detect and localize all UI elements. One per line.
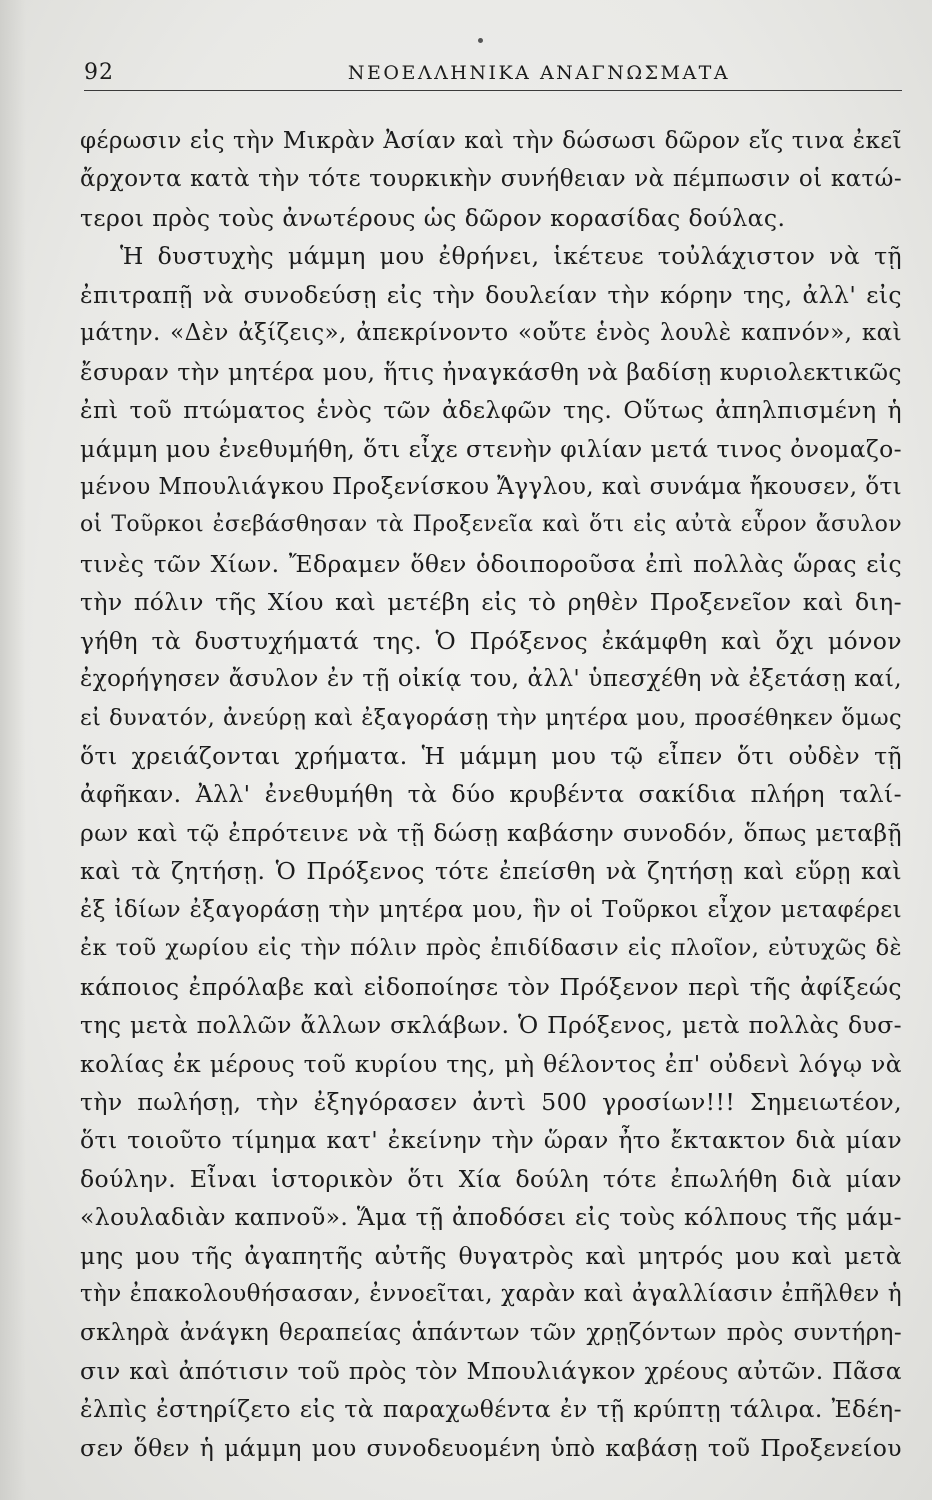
text-line: ἐπὶ τοῦ πτώματος ἑνὸς τῶν ἀδελφῶν της. Οὕτως ἀπηλπισμένη ἡ — [80, 396, 902, 425]
text-line: ἔσυραν τὴν μητέρα μου, ἥτις ἠναγκάσθη νὰ βαδίσῃ κυριολεκτικῶς — [80, 357, 902, 386]
running-header — [84, 58, 902, 91]
text-line: φέρωσιν εἰς τὴν Μικρὰν Ἀσίαν καὶ τὴν δώσωσι δῶρον εἴς τινα ἐκεῖ — [80, 128, 902, 154]
text-line: τὴν πόλιν τῆς Χίου καὶ μετέβη εἰς τὸ ρηθὲν Προξενεῖον καὶ διη- — [80, 588, 902, 617]
text-line: σεν ὅθεν ἡ μάμμη μου συνοδευομένη ὑπὸ καβάσῃ τοῦ Προξενείου — [80, 1433, 902, 1462]
text-line: τὴν πωλήσῃ, τὴν ἐξηγόρασεν ἀντὶ 500 γροσίων!!! Σημειωτέον, — [80, 1087, 902, 1116]
text-line: καὶ τὰ ζητήσῃ. Ὁ Πρόξενος τότε ἐπείσθη νὰ ζητήσῃ καὶ εὕρῃ καὶ — [80, 857, 902, 886]
text-line: ὅτι τοιοῦτο τίμημα κατ' ἐκείνην τὴν ὥραν ἦτο ἔκτακτον διὰ μίαν — [80, 1126, 902, 1155]
print-speck — [478, 38, 483, 43]
text-line: ἐπιτραπῇ νὰ συνοδεύσῃ εἰς τὴν δουλείαν τὴν κόρην της, ἀλλ' εἰς — [80, 280, 902, 309]
text-line: μένου Μπουλιάγκου Προξενίσκου Ἄγγλου, καὶ συνάμα ἤκουσεν, ὅτι — [80, 473, 902, 500]
text-line: κάποιος ἐπρόλαβε καὶ εἰδοποίησε τὸν Πρόξενον περὶ τῆς ἀφίξεώς — [80, 972, 902, 1001]
text-line: σιν καὶ ἀπότισιν τοῦ πρὸς τὸν Μπουλιάγκον χρέους αὐτῶν. Πᾶσα — [80, 1357, 902, 1385]
text-line: της μετὰ πολλῶν ἄλλων σκλάβων. Ὁ Πρόξενος, μετὰ πολλὰς δυσ- — [80, 1011, 902, 1040]
text-line: εἰ δυνατόν, ἀνεύρῃ καὶ ἐξαγοράσῃ τὴν μητέρα μου, προσέθηκεν ὅμως — [80, 704, 902, 731]
text-line: τεροι πρὸς τοὺς ἀνωτέρους ὡς δῶρον κορασίδας δούλας. — [80, 203, 786, 232]
text-line: Ἡ δυστυχὴς μάμμη μου ἐθρήνει, ἱκέτευε τοὐλάχιστον νὰ τῇ — [120, 242, 902, 271]
page-edge-shadow — [0, 0, 26, 1500]
text-line: ἐκ τοῦ χωρίου εἰς τὴν πόλιν πρὸς ἐπιδίδασιν εἰς πλοῖον, εὐτυχῶς δὲ — [80, 935, 902, 962]
text-line: ἐχορήγησεν ἄσυλον ἐν τῇ οἰκίᾳ του, ἀλλ' ὑπεσχέθη νὰ ἐξετάσῃ καί, — [80, 666, 902, 693]
text-line: μάμμη μου ἐνεθυμήθη, ὅτι εἶχε στενὴν φιλίαν μετά τινος ὀνομαζο- — [80, 434, 902, 463]
text-line: ἐλπὶς ἐστηρίζετο εἰς τὰ παραχωθέντα ἐν τῇ κρύπτῃ τάλιρα. Ἐδέη- — [80, 1395, 902, 1424]
text-line: κολίας ἐκ μέρους τοῦ κυρίου της, μὴ θέλοντος ἐπ' οὐδενὶ λόγῳ νὰ — [80, 1049, 902, 1078]
text-line: σκληρὰ ἀνάγκη θεραπείας ἁπάντων τῶν χρῃζόντων πρὸς συντήρη- — [80, 1319, 902, 1346]
text-line: ὅτι χρειάζονται χρήματα. Ἡ μάμμη μου τῷ εἶπεν ὅτι οὐδὲν τῇ — [80, 742, 902, 770]
text-line: οἱ Τοῦρκοι ἐσεβάσθησαν τὰ Προξενεῖα καὶ ὅτι εἰς αὐτὰ εὗρον ἄσυλον — [80, 512, 902, 538]
text-line: ἀφῆκαν. Ἀλλ' ἐνεθυμήθη τὰ δύο κρυβέντα σακίδια πλήρη ταλί- — [80, 780, 902, 809]
text-line: ἐξ ἰδίων ἐξαγοράσῃ τὴν μητέρα μου, ἣν οἱ Τοῦρκοι εἶχον μεταφέρει — [80, 896, 902, 923]
text-line: τὴν ἐπακολουθήσασαν, ἐννοεῖται, χαρὰν καὶ ἀγαλλίασιν ἐπῆλθεν ἡ — [80, 1281, 902, 1308]
text-line: μης μου τῆς ἀγαπητῆς αὐτῆς θυγατρὸς καὶ μητρός μου καὶ μετὰ — [80, 1241, 902, 1270]
text-line: μάτην. «Δὲν ἀξίζεις», ἀπεκρίνοντο «οὔτε ἑνὸς λουλὲ καπνόν», καὶ — [80, 320, 902, 347]
running-title: ΝΕΟΕΛΛΗΝΙΚΑ ΑΝΑΓΝΩΣΜΑΤΑ — [347, 62, 731, 84]
text-line: δούλην. Εἶναι ἱστορικὸν ὅτι Χία δούλη τότε ἐπωλήθη διὰ μίαν — [80, 1164, 902, 1193]
text-line: «λουλαδιὰν καπνοῦ». Ἅμα τῇ ἀποδόσει εἰς τοὺς κόλπους τῆς μάμ- — [80, 1203, 902, 1232]
page-number: 92 — [84, 60, 114, 85]
body-text — [80, 122, 902, 1467]
text-line: γήθη τὰ δυστυχήματά της. Ὁ Πρόξενος ἐκάμφθη καὶ ὄχι μόνον — [80, 626, 902, 655]
text-line: ἄρχοντα κατὰ τὴν τότε τουρκικὴν συνήθειαν νὰ πέμπωσιν οἱ κατώ- — [80, 166, 902, 193]
text-line: τινὲς τῶν Χίων. Ἔδραμεν ὅθεν ὁδοιποροῦσα ἐπὶ πολλὰς ὥρας εἰς — [80, 549, 902, 578]
text-line: ρων καὶ τῷ ἐπρότεινε νὰ τῇ δώσῃ καβάσην συνοδόν, ὅπως μεταβῇ — [80, 818, 902, 847]
